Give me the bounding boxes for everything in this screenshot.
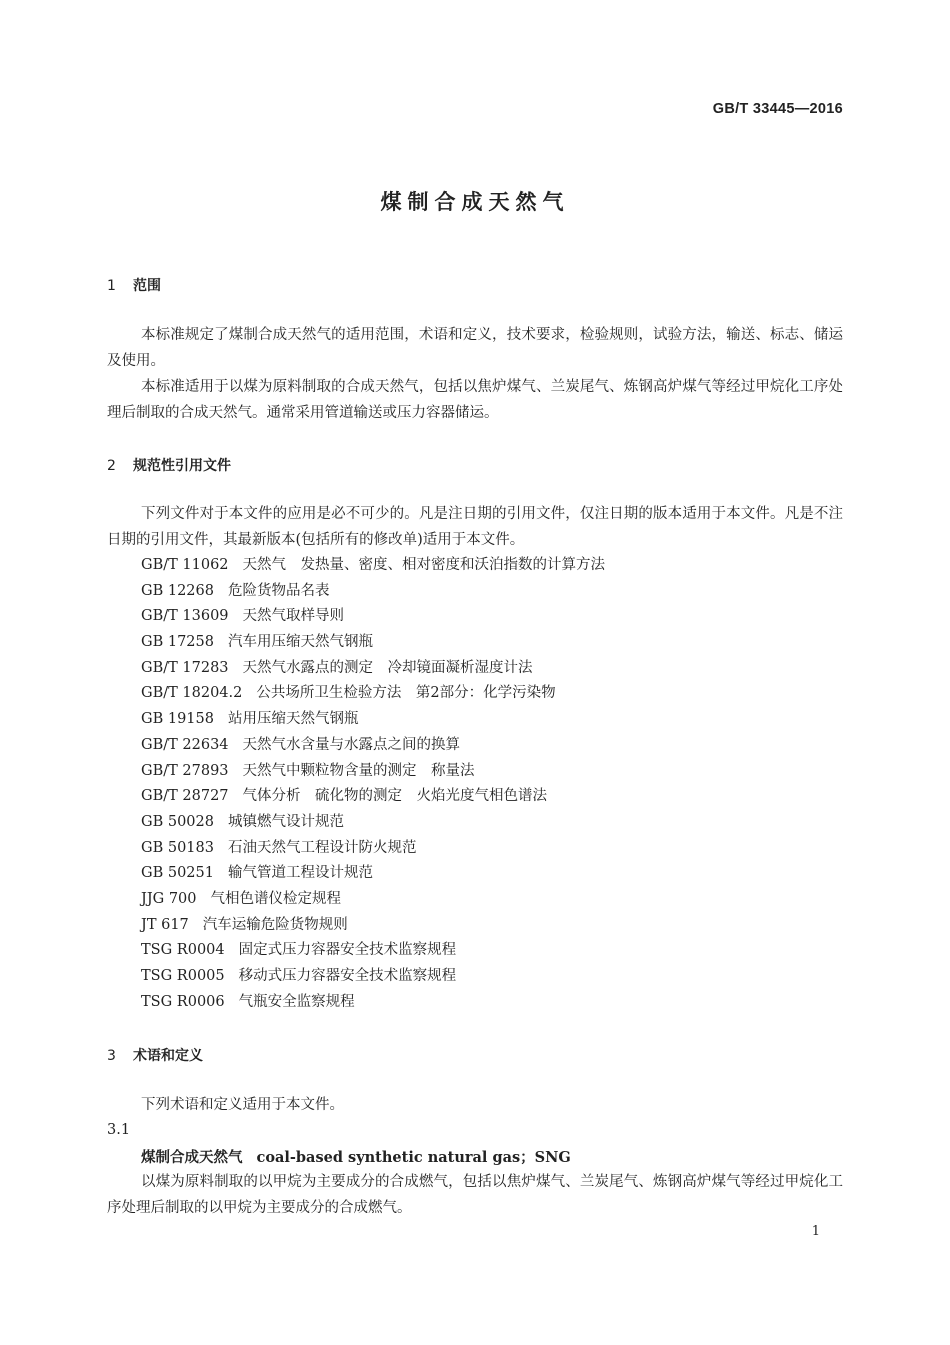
reference-item <box>141 836 605 862</box>
term-chinese: 煤制合成天然气 <box>141 1150 243 1166</box>
reference-item <box>141 707 605 733</box>
reference-title: 气体分析 硫化物的测定 火焰光度气相色谱法 <box>242 788 548 805</box>
reference-title: 站用压缩天然气钢瓶 <box>227 711 359 728</box>
reference-title: 城镇燃气设计规范 <box>227 813 344 830</box>
section-title: 范围 <box>133 278 161 294</box>
reference-code: GB/T 22634 <box>141 736 229 753</box>
reference-code: GB 19158 <box>141 711 214 728</box>
paragraph: 下列文件对于本文件的应用是必不可少的。凡是注日期的引用文件，仅注日期的版本适用于本文件。凡是不注日期的引用文件，其最新版本(包括所有的修改单)适用于本文件。 <box>107 506 843 548</box>
reference-item <box>141 938 605 964</box>
section-number: 1 <box>107 278 116 294</box>
reference-title: 气相色谱仪检定规程 <box>210 890 341 907</box>
reference-code: GB/T 13609 <box>141 608 229 625</box>
section-1-heading <box>107 275 161 295</box>
reference-item <box>141 887 605 913</box>
reference-item <box>141 913 605 939</box>
reference-title: 移动式压力容器安全技术监察规程 <box>238 968 457 984</box>
reference-code: GB/T 17283 <box>141 659 229 676</box>
reference-item <box>141 604 605 630</box>
reference-item <box>141 990 605 1016</box>
reference-title: 石油天然气工程设计防火规范 <box>227 839 417 856</box>
term-english: coal-based synthetic natural gas；SNG <box>256 1149 571 1166</box>
reference-code: GB 50183 <box>141 839 214 856</box>
section-3-heading <box>107 1045 203 1065</box>
reference-code: GB 12268 <box>141 582 214 599</box>
reference-list <box>141 553 605 1015</box>
section-title: 术语和定义 <box>133 1048 203 1064</box>
reference-item <box>141 759 605 785</box>
reference-title: 天然气中颗粒物含量的测定 称量法 <box>242 762 475 779</box>
reference-item <box>141 630 605 656</box>
reference-item <box>141 964 605 990</box>
reference-title: 天然气水露点的测定 冷却镜面凝析湿度计法 <box>242 659 533 676</box>
reference-title: 天然气水含量与水露点之间的换算 <box>242 736 461 753</box>
reference-code: TSG R0006 <box>141 993 225 1010</box>
paragraph: 下列术语和定义适用于本文件。 <box>141 1097 344 1113</box>
reference-item <box>141 733 605 759</box>
reference-item <box>141 553 605 579</box>
reference-code: GB/T 28727 <box>141 788 229 805</box>
reference-title: 气瓶安全监察规程 <box>238 993 355 1010</box>
document-title: 煤制合成天然气 <box>380 190 570 214</box>
reference-code: TSG R0005 <box>141 968 225 984</box>
reference-item <box>141 810 605 836</box>
reference-title: 输气管道工程设计规范 <box>227 865 373 882</box>
section-number: 2 <box>107 458 116 474</box>
reference-item <box>141 784 605 810</box>
reference-item <box>141 681 605 707</box>
reference-code: GB/T 27893 <box>141 762 229 779</box>
reference-title: 天然气取样导则 <box>242 608 345 625</box>
reference-title: 汽车运输危险货物规则 <box>202 916 348 933</box>
term-definition: 以煤为原料制取的以甲烷为主要成分的合成燃气，包括以焦炉煤气、兰炭尾气、炼钢高炉煤气等经过甲烷化工序处理后制取的以甲烷为主要成分的合成燃气。 <box>107 1174 843 1216</box>
reference-item <box>141 861 605 887</box>
reference-code: TSG R0004 <box>141 942 225 959</box>
term-heading <box>141 1146 571 1167</box>
section-title: 规范性引用文件 <box>133 458 231 474</box>
paragraph: 本标准适用于以煤为原料制取的合成天然气，包括以焦炉煤气、兰炭尾气、炼钢高炉煤气等经过甲烷化工序处理后制取的合成天然气。通常采用管道输送或压力容器储运。 <box>107 379 843 421</box>
term-number: 3.1 <box>107 1122 131 1138</box>
reference-item <box>141 656 605 682</box>
page-number: 1 <box>811 1224 820 1239</box>
reference-code: GB 50251 <box>141 865 214 882</box>
reference-code: GB/T 18204.2 <box>141 685 243 702</box>
reference-code: GB 17258 <box>141 634 214 651</box>
reference-code: GB/T 11062 <box>141 557 229 573</box>
reference-title: 固定式压力容器安全技术监察规程 <box>238 942 457 959</box>
reference-item <box>141 579 605 605</box>
reference-code: JT 617 <box>141 916 189 933</box>
section-number: 3 <box>107 1048 116 1064</box>
standard-number: GB/T 33445—2016 <box>712 101 843 117</box>
reference-title: 汽车用压缩天然气钢瓶 <box>227 634 373 651</box>
reference-title: 公共场所卫生检验方法 第2部分：化学污染物 <box>256 685 556 702</box>
reference-title: 天然气 发热量、密度、相对密度和沃泊指数的计算方法 <box>242 557 606 573</box>
section-2-heading <box>107 455 231 475</box>
reference-code: GB 50028 <box>141 813 214 830</box>
reference-code: JJG 700 <box>141 890 197 907</box>
reference-title: 危险货物品名表 <box>227 582 330 599</box>
paragraph: 本标准规定了煤制合成天然气的适用范围，术语和定义，技术要求，检验规则，试验方法，输送、标志、储运及使用。 <box>107 327 843 369</box>
